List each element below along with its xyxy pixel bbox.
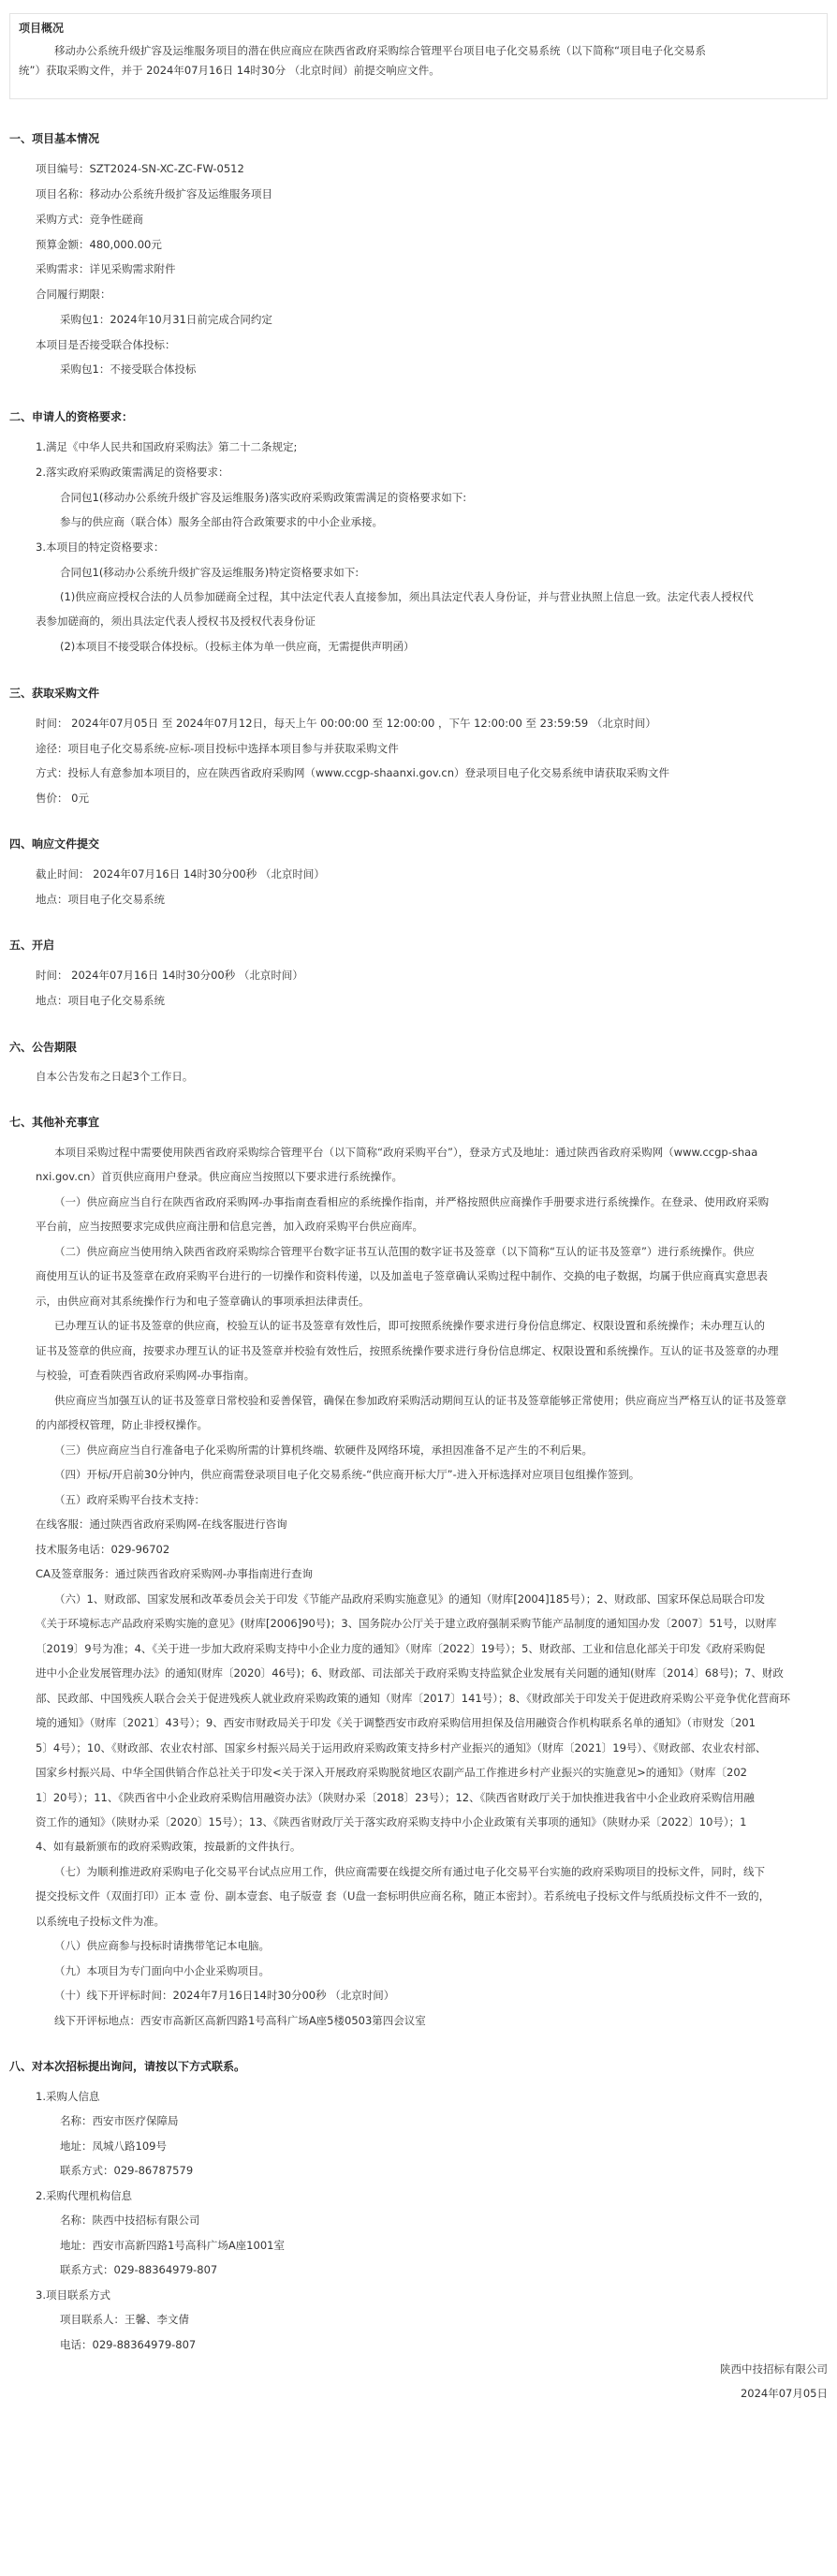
section-title-notice-period: 六、公告期限: [9, 1041, 78, 1054]
other-matters-line: 供应商应当加强互认的证书及签章日常校验和妥善保管，确保在参加政府采购活动期间互认的证书及签章能够正常使用；供应商应当严格互认的证书及签章: [54, 1394, 786, 1407]
submission-deadline: 截止时间： 2024年07月16日 14时30分00秒 （北京时间）: [36, 867, 325, 881]
document-price: 售价： 0元: [36, 792, 89, 805]
other-matters-line: 资工作的通知》（陕财办采〔2020〕15号）；13、《陕西省财政厅关于落实政府采购支持中小企业政策有关事项的通知》（陕财办采〔2022〕10号）；1: [36, 1815, 747, 1828]
purchaser-name: 名称：西安市医疗保障局: [60, 2114, 179, 2127]
overview-line: 统”）获取采购文件，并于 2024年07月16日 14时30分 （北京时间）前提交响应文件。: [19, 64, 440, 77]
project-name: 项目名称：移动办公系统升级扩容及运维服务项目: [36, 187, 272, 200]
other-matters-line: （四）开标/开启前30分钟内，供应商需登录项目电子化交易系统-“供应商开标大厅”-进入开标选择对应项目包组操作签到。: [54, 1468, 640, 1481]
other-matters-line: 的内部授权管理，防止非授权操作。: [36, 1418, 208, 1431]
other-matters-line: （二）供应商应当使用纳入陕西省政府采购综合管理平台数字证书互认范围的数字证书及签章（以下简称“互认的证书及签章”）进行系统操作。供应: [54, 1245, 755, 1258]
budget-amount: 预算金额：480,000.00元: [36, 238, 162, 251]
qualification-line: 3.本项目的特定资格要求：: [36, 540, 165, 554]
other-matters-line: 技术服务电话：029-96702: [36, 1543, 170, 1556]
agency-address: 地址：西安市高新四路1号高科广场A座1001室: [60, 2239, 285, 2252]
other-matters-line: 4、如有最新颁布的政府采购政策，按最新的文件执行。: [36, 1840, 301, 1853]
project-contact-heading: 3.项目联系方式: [36, 2288, 110, 2302]
qualification-line: (1)供应商应授权合法的人员参加磋商全过程，其中法定代表人直接参加，须出具法定代表人身份证，并与营业执照上信息一致。法定代表人授权代: [60, 590, 754, 603]
consortium-label: 本项目是否接受联合体投标：: [36, 338, 176, 351]
agency-name: 名称：陕西中技招标有限公司: [60, 2213, 200, 2227]
section-title-obtain-documents: 三、获取采购文件: [9, 687, 100, 700]
notice-period: 自本公告发布之日起3个工作日。: [36, 1070, 194, 1083]
other-matters-line: 已办理互认的证书及签章的供应商，校验互认的证书及签章有效性后，即可按照系统操作要求进行身份信息绑定、权限设置和系统操作；未办理互认的: [54, 1319, 765, 1332]
other-matters-line: 境的通知》（财库〔2021〕43号）；9、西安市财政局关于印发《关于调整西安市政府采购信用担保及信用融资合作机构联系名单的通知》（市财发〔201: [36, 1716, 756, 1729]
obtain-method: 方式：投标人有意参加本项目的，应在陕西省政府采购网（www.ccgp-shaanxi.gov.cn）登录项目电子化交易系统申请获取采购文件: [36, 766, 670, 779]
agency-heading: 2.采购代理机构信息: [36, 2189, 132, 2202]
qualification-line: 表参加磋商的，须出具法定代表人授权书及授权代表身份证: [36, 614, 316, 628]
other-matters-line: 示，由供应商对其系统操作行为和电子签章确认的事项承担法律责任。: [36, 1295, 370, 1308]
other-matters-line: 1〕20号）；11、《陕西省中小企业政府采购信用融资办法》（陕财办采〔2018〕23号）；12、《陕西省财政厅关于加快推进我省中小企业政府采购信用融: [36, 1791, 755, 1804]
section-title-qualifications: 二、申请人的资格要求：: [9, 410, 134, 423]
section-title-submission: 四、响应文件提交: [9, 837, 100, 851]
signature-company: 陕西中技招标有限公司: [720, 2362, 828, 2376]
submission-location: 地点：项目电子化交易系统: [36, 893, 165, 906]
other-matters-line: 在线客服：通过陕西省政府采购网-在线客服进行咨询: [36, 1517, 287, 1531]
other-matters-line: 〔2019〕9号为准；4、《关于进一步加大政府采购支持中小企业力度的通知》（财库〔2022〕19号）；5、财政部、工业和信息化部关于印发《政府采购促: [36, 1642, 766, 1655]
other-matters-line: （五）政府采购平台技术支持：: [54, 1493, 205, 1506]
qualification-line: 合同包1(移动办公系统升级扩容及运维服务)落实政府采购政策需满足的资格要求如下:: [60, 491, 467, 504]
other-matters-line: 提交投标文件（双面打印）正本 壹 份、副本壹套、电子版壹 套（U盘一套标明供应商名称，随正本密封）。若系统电子投标文件与纸质投标文件不一致的，: [36, 1889, 771, 1902]
purchaser-address: 地址：凤城八路109号: [60, 2139, 167, 2153]
other-matters-line: 进中小企业发展管理办法》的通知(财库〔2020〕46号)；6、财政部、司法部关于政府采购支持监狱企业发展有关问题的通知(财库〔2014〕68号)；7、财政: [36, 1666, 784, 1680]
procurement-method: 采购方式：竞争性磋商: [36, 213, 143, 226]
other-matters-line: 证书及签章的供应商，按要求办理互认的证书及签章并校验有效性后，按照系统操作要求进行身份信息绑定、权限设置和系统操作。互认的证书及签章的办理: [36, 1344, 779, 1357]
other-matters-line: 与校验，可查看陕西省政府采购网-办事指南。: [36, 1369, 256, 1382]
other-matters-line: 《关于环境标志产品政府采购实施的意见》(财库[2006]90号)；3、国务院办公厅关于建立政府强制采购节能产品制度的通知国办发〔2007〕51号，以财库: [36, 1617, 777, 1630]
other-matters-line: 商使用互认的证书及签章在政府采购平台进行的一切操作和资料传递，以及加盖电子签章确认采购过程中制作、交换的电子数据，均属于供应商真实意思表: [36, 1269, 768, 1282]
qualification-line: 合同包1(移动办公系统升级扩容及运维服务)特定资格要求如下:: [60, 566, 360, 579]
other-matters-line: 国家乡村振兴局、中华全国供销合作总社关于印发<关于深入开展政府采购脱贫地区农副产品工作推进乡村产业振兴的实施意见>的通知》（财库〔202: [36, 1766, 747, 1779]
qualification-line: 参与的供应商（联合体）服务全部由符合政策要求的中小企业承接。: [60, 515, 383, 528]
other-matters-line: 以系统电子投标文件为准。: [36, 1915, 165, 1928]
section-title-other-matters: 七、其他补充事宜: [9, 1116, 100, 1129]
other-matters-line: 平台前，应当按照要求完成供应商注册和信息完善，加入政府采购平台供应商库。: [36, 1220, 423, 1233]
project-contact-person: 项目联系人：王馨、李文倩: [60, 2313, 189, 2326]
other-matters-line: 本项目采购过程中需要使用陕西省政府采购综合管理平台（以下简称“政府采购平台”），登录方式及地址：通过陕西省政府采购网（www.ccgp-shaa: [54, 1146, 758, 1159]
other-matters-line: （九）本项目为专门面向中小企业采购项目。: [54, 1964, 270, 1977]
other-matters-line: （一）供应商应当自行在陕西省政府采购网-办事指南查看相应的系统操作指南，并严格按照供应商操作手册要求进行系统操作。在登录、使用政府采购: [54, 1195, 770, 1208]
opening-time: 时间： 2024年07月16日 14时30分00秒 （北京时间）: [36, 969, 303, 982]
other-matters-line: nxi.gov.cn）首页供应商用户登录。供应商应当按照以下要求进行系统操作。: [36, 1170, 403, 1183]
other-matters-line: （八）供应商参与投标时请携带笔记本电脑。: [54, 1939, 270, 1952]
signature-date: 2024年07月05日: [740, 2387, 828, 2400]
section-title-contact: 八、对本次招标提出询问，请按以下方式联系。: [9, 2060, 246, 2073]
other-matters-line: （十）线下开评标时间：2024年7月16日14时30分00秒 （北京时间）: [54, 1989, 395, 2002]
obtain-route: 途径：项目电子化交易系统-应标-项目投标中选择本项目参与并获取采购文件: [36, 742, 399, 755]
project-overview-title: 项目概况: [19, 22, 65, 35]
other-matters-line: （三）供应商应当自行准备电子化采购所需的计算机终端、软硬件及网络环境，承担因准备不足产生的不利后果。: [54, 1443, 593, 1457]
consortium-value: 采购包1：不接受联合体投标: [60, 363, 197, 376]
agency-phone: 联系方式：029-88364979-807: [60, 2263, 218, 2276]
obtain-time: 时间： 2024年07月05日 至 2024年07月12日，每天上午 00:00:00 至 12:00:00 ，下午 12:00:00 至 23:59:59 （北京时间）: [36, 717, 656, 730]
contract-period-value: 采购包1：2024年10月31日前完成合同约定: [60, 313, 272, 326]
qualification-line: (2)本项目不接受联合体投标。（投标主体为单一供应商，无需提供声明函）: [60, 640, 415, 653]
section-title-opening: 五、开启: [9, 939, 55, 952]
other-matters-line: （六）1、财政部、国家发展和改革委员会关于印发《节能产品政府采购实施意见》的通知（财库[2004]185号）；2、财政部、国家环保总局联合印发: [54, 1592, 766, 1606]
procurement-requirements: 采购需求：详见采购需求附件: [36, 262, 176, 275]
contract-period-label: 合同履行期限：: [36, 288, 111, 301]
qualification-line: 1.满足《中华人民共和国政府采购法》第二十二条规定;: [36, 440, 298, 453]
overview-line: 移动办公系统升级扩容及运维服务项目的潜在供应商应在陕西省政府采购综合管理平台项目电子化交易系统（以下简称“项目电子化交易系: [54, 44, 706, 57]
qualification-line: 2.落实政府采购政策需满足的资格要求：: [36, 466, 229, 479]
opening-location: 地点：项目电子化交易系统: [36, 994, 165, 1007]
project-contact-phone: 电话：029-88364979-807: [60, 2338, 197, 2351]
section-title-basic-info: 一、项目基本情况: [9, 132, 100, 145]
other-matters-line: CA及签章服务：通过陕西省政府采购网-办事指南进行查询: [36, 1567, 314, 1580]
other-matters-line: 5〕4号）；10、《财政部、农业农村部、国家乡村振兴局关于运用政府采购政策支持乡村产业振兴的通知》（财库〔2021〕19号）、《财政部、农业农村部、: [36, 1741, 767, 1754]
purchaser-heading: 1.采购人信息: [36, 2090, 100, 2103]
other-matters-line: （七）为顺利推进政府采购电子化交易平台试点应用工作，供应商需要在线提交所有通过电子化交易平台实施的政府采购项目的投标文件，同时，线下: [54, 1865, 765, 1878]
project-number: 项目编号：SZT2024-SN-XC-ZC-FW-0512: [36, 162, 244, 175]
purchaser-phone: 联系方式：029-86787579: [60, 2164, 194, 2177]
other-matters-line: 部、民政部、中国残疾人联合会关于促进残疾人就业政府采购政策的通知（财库〔2017〕141号）；8、《财政部关于印发关于促进政府采购公平竞争优化营商环: [36, 1692, 791, 1705]
other-matters-line: 线下开评标地点：西安市高新区高新四路1号高科广场A座5楼0503第四会议室: [54, 2014, 426, 2027]
